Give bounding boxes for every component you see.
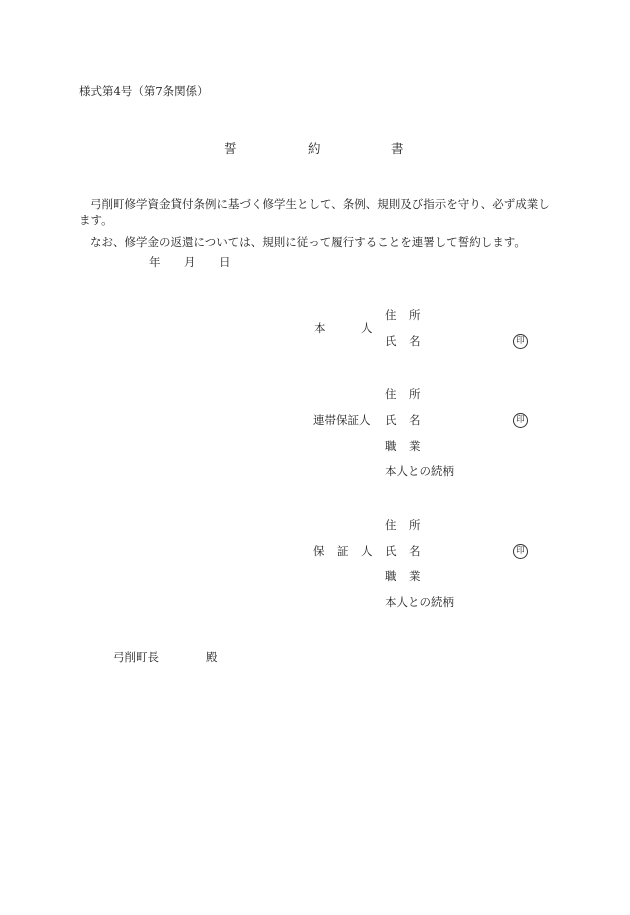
body-paragraph-2: なお、修学金の返還については、規則に従って履行することを連署して誓約します。 <box>90 235 526 249</box>
title-char-2: 約 <box>308 141 321 156</box>
joint-guarantor-address-label-2: 所 <box>409 387 421 401</box>
addressee-name: 弓削町長 <box>113 650 159 664</box>
joint-guarantor-seal-icon: 印 <box>513 413 528 428</box>
joint-guarantor-occupation-label-2: 業 <box>409 439 421 453</box>
guarantor-occupation-label-2: 業 <box>409 569 421 583</box>
title-char-1: 誓 <box>224 141 237 156</box>
guarantor-seal-icon: 印 <box>513 544 528 559</box>
principal-name-label-2: 名 <box>409 334 421 348</box>
joint-guarantor-address-label-1: 住 <box>385 387 397 401</box>
guarantor-address-label-2: 所 <box>409 518 421 532</box>
guarantor-occupation-label-1: 職 <box>385 569 397 583</box>
guarantor-role-char-3: 人 <box>361 544 373 558</box>
joint-guarantor-name-label-1: 氏 <box>385 413 397 427</box>
body-paragraph-1: 弓削町修学資金貸付条例に基づく修学生として、条例、規則及び指示を守り、必ず成業します。 <box>79 197 550 227</box>
guarantor-relationship-label: 本人との続柄 <box>385 595 454 609</box>
date-year: 年 <box>149 255 161 269</box>
guarantor-role-char-2: 証 <box>337 544 349 558</box>
principal-role-char-2: 人 <box>361 321 373 335</box>
date-month: 月 <box>184 255 196 269</box>
guarantor-name-label-1: 氏 <box>385 544 397 558</box>
principal-role-char-1: 本 <box>314 321 326 335</box>
title-char-3: 書 <box>391 141 404 156</box>
date-day: 日 <box>219 255 231 269</box>
guarantor-address-label-1: 住 <box>385 518 397 532</box>
principal-address-label-1: 住 <box>385 308 397 322</box>
principal-address-label-2: 所 <box>409 308 421 322</box>
guarantor-role-char-1: 保 <box>313 544 325 558</box>
principal-seal-icon: 印 <box>513 334 528 349</box>
addressee-honorific: 殿 <box>206 650 218 664</box>
guarantor-name-label-2: 名 <box>409 544 421 558</box>
joint-guarantor-name-label-2: 名 <box>409 413 421 427</box>
principal-name-label-1: 氏 <box>385 334 397 348</box>
joint-guarantor-role: 連帯保証人 <box>313 413 371 427</box>
joint-guarantor-occupation-label-1: 職 <box>385 439 397 453</box>
form-number: 様式第4号（第7条関係） <box>79 84 209 98</box>
joint-guarantor-relationship-label: 本人との続柄 <box>385 464 454 478</box>
